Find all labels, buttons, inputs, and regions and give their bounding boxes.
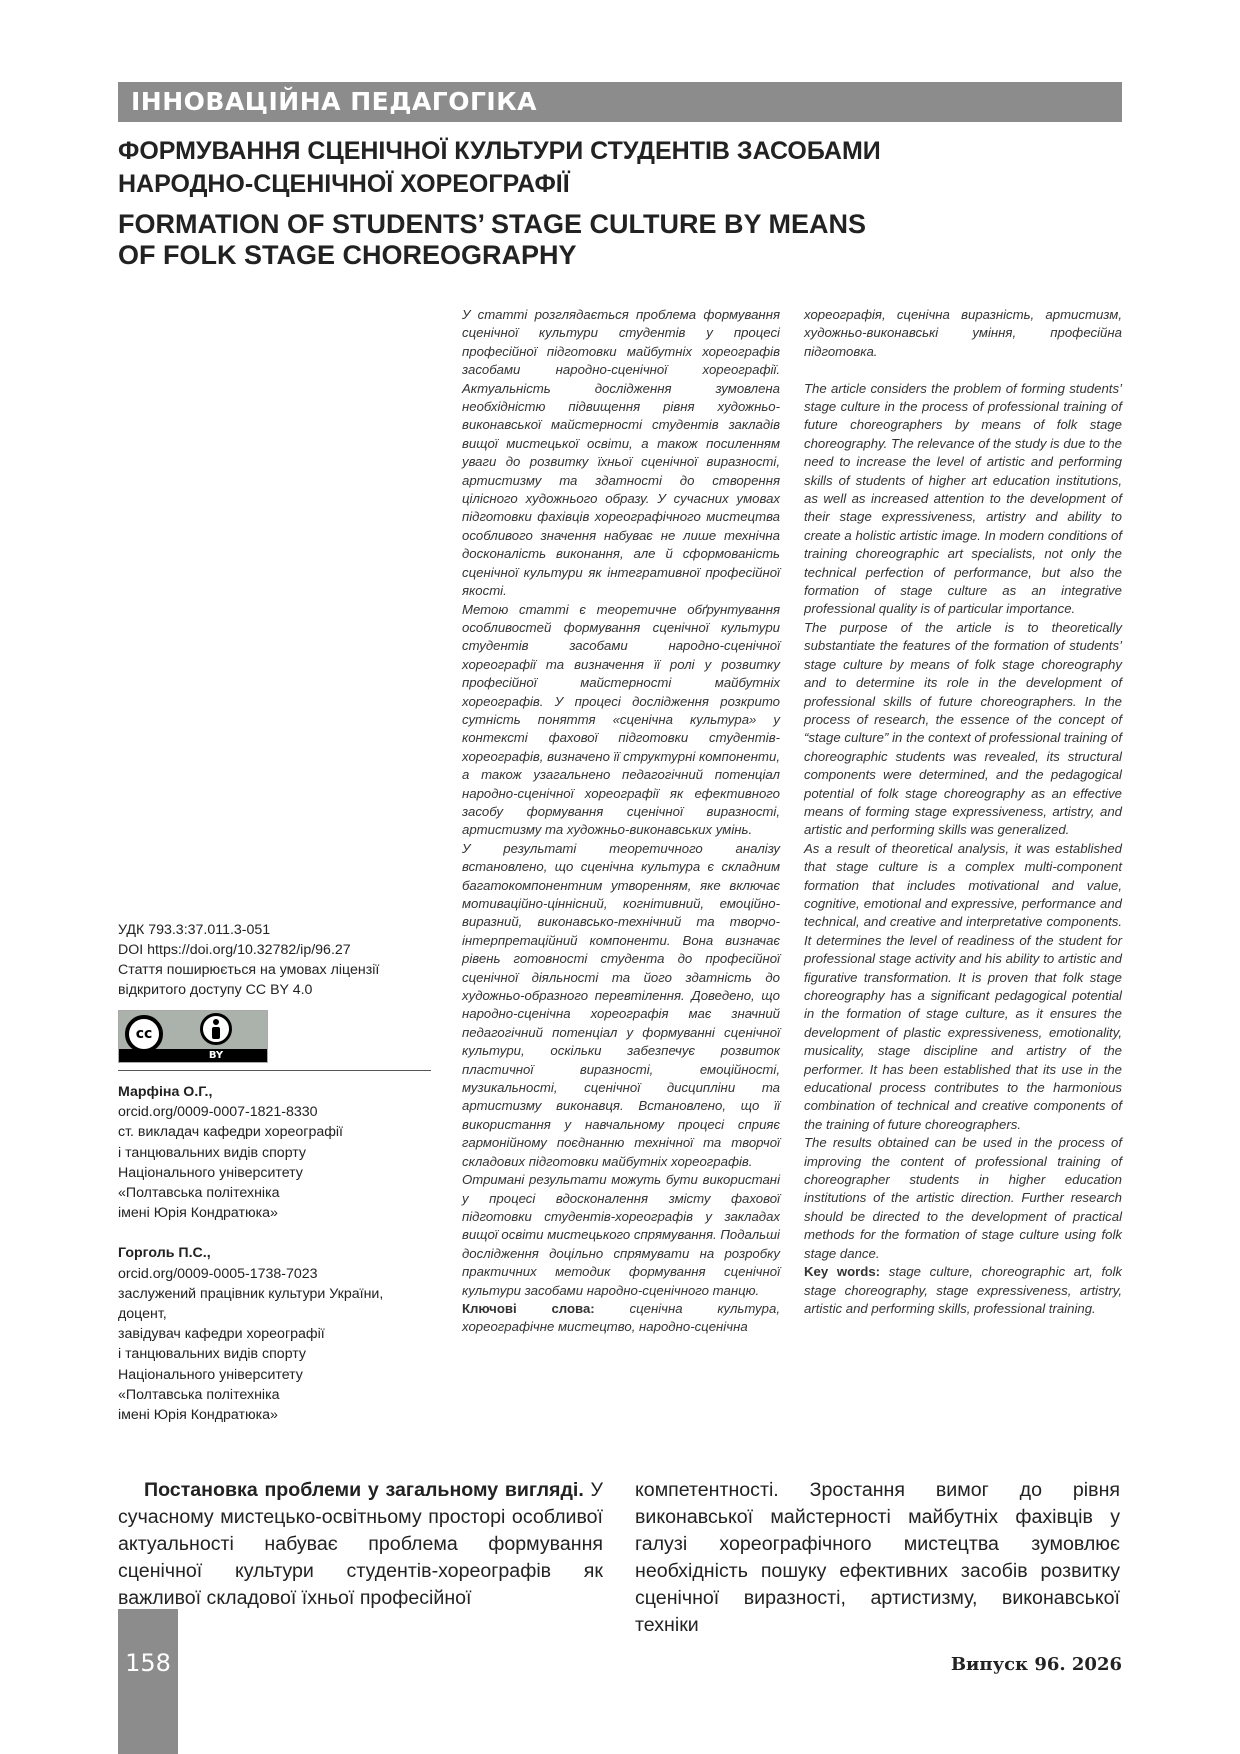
- author-orcid[interactable]: orcid.org/0009-0005-1738-7023: [118, 1265, 318, 1282]
- abstract-en-keywords: [804, 1263, 1122, 1318]
- abstract-ua-paragraph: У результаті теоретичного аналізу встановлено, що сценічна культура є складним багатокомпонентним утворенням, яке включає мотиваційно-ціннісний, когнітивний, емоційно-виразний, виконавсько-технічний та творчо-інтерпретаційний компоненти. Вона визначає рівень готовності студента до професійної сценічної діяльності та його здатність до художньо-образного перевтілення. Доведено, що народно-сценічна хореографія має значний педагогічний потенціал у формуванні сценічної культури, оскільки забезпечує розвиток пластичної виразності, емоційності, музикальності, сценічної дисципліни та артистизму виконавця. Встановлено, що її використання у навчальному процесі сприяє гармонійному поєднанню технічної та творчої складових підготовки майбутніх хореографів.: [462, 840, 780, 1169]
- article-metadata: [118, 920, 433, 1000]
- author-affiliation: імені Юрія Кондратюка»: [118, 1407, 278, 1424]
- section-header: ІННОВАЦІЙНА ПЕДАГОГІКА: [118, 82, 1122, 122]
- author-orcid[interactable]: orcid.org/0009-0007-1821-8330: [118, 1104, 318, 1121]
- abstract-en-paragraph: The article considers the problem of forming students’ stage culture in the process of professional training of future choreographers by means of folk stage choreography. The relevance of the study is due to the need to increase the level of artistic and performing skills of students of higher art education institutions, as well as increased attention to the development of their stage expressiveness, artistry and ability to create a holistic artistic image. In modern conditions of training choreographic art specialists, not only the technical perfection of performance, but also the formation of stage culture as an integrative professional quality is of particular importance.: [804, 380, 1122, 617]
- author-affiliation: заслужений працівник культури України,: [118, 1285, 384, 1302]
- body-paragraph: компетентності. Зростання вимог до рівня виконавської майстерності майбутніх фахівців у галузі хореографічного мистецтва зумовлює необхідність пошуку ефективних засобів розвитку сценічної виразності, артистизму, виконавської техніки: [635, 1479, 1120, 1636]
- cc-by-badge[interactable]: [118, 1010, 268, 1063]
- author-affiliation: «Полтавська політехніка: [118, 1386, 280, 1403]
- author-affiliation: і танцювальних видів спорту: [118, 1144, 307, 1161]
- author-affiliation: доцент,: [118, 1306, 167, 1323]
- divider: [118, 1070, 431, 1071]
- abstract-ua-paragraph: Отримані результати можуть бути використані у процесі вдосконалення змісту фахової підготовки студентів-хореографів у закладах вищої освіти мистецького спрямування. Подальші дослідження доцільно спрямувати на розробку практичних методик формування сценічної культури засобами народно-сценічного танцю.: [462, 1172, 780, 1298]
- abstract-ua-paragraph: Метою статті є теоретичне обґрунтування особливостей формування сценічної культури студентів засобами народно-сценічної хореографії та визначення її ролі у розвитку професійної майстерності майбутніх хореографів. У процесі дослідження розкрито сутність поняття «сценічна культура» у контексті фахової підготовки студентів-хореографів, визначено її структурні компоненти, а також узагальнено педагогічний потенціал народно-сценічної хореографії як ефективного засобу формування сценічної виразності, артистизму та художньо-виконавських умінь.: [462, 601, 780, 838]
- title-en-line-2: OF FOLK STAGE CHOREOGRAPHY: [118, 240, 577, 270]
- body-paragraph: [118, 1477, 603, 1612]
- abstract-en-paragraph: As a result of theoretical analysis, it was established that stage culture is a complex multi-component formation that includes motivational and value, cognitive, emotional and expressive, performance and technical, and creative and interpretative components. It determines the level of readiness of the student for professional stage activity and his ability to artistic and figurative transformation. It is proven that folk stage choreography has a significant pedagogical potential in the formation of stage culture, as it ensures the development of plastic expressiveness, emotionality, musicality, stage discipline and artistry of the performer. It has been established that its use in the educational process contributes to the harmonious combination of technical and creative components of the training of future choreographers.: [804, 840, 1122, 1132]
- title-ua-line-2: НАРОДНО-СЦЕНІЧНОЇ ХОРЕОГРАФІЇ: [118, 170, 570, 198]
- author-affiliation: ст. викладач кафедри хореографії: [118, 1124, 344, 1141]
- title-ua-line-1: ФОРМУВАННЯ СЦЕНІЧНОЇ КУЛЬТУРИ СТУДЕНТІВ ЗАСОБАМИ: [118, 137, 881, 165]
- body-text-left-column: [118, 1477, 603, 1612]
- body-text-right-column: [635, 1477, 1120, 1639]
- author-affiliation: Національного університету: [118, 1366, 303, 1383]
- attribution-person-icon: [200, 1013, 232, 1045]
- page-number: 158: [125, 1649, 171, 1677]
- author-affiliation: імені Юрія Кондратюка»: [118, 1205, 278, 1222]
- abstract-ua-paragraph: У статті розглядається проблема формування сценічної культури студентів у процесі професійної підготовки майбутніх хореографів засобами народно-сценічної хореографії. Актуальність дослідження зумовлена необхідністю підвищення рівня художньо-виконавської майстерності студентів закладів вищої мистецької освіти, а також посиленням уваги до розвитку їхньої сценічної виразності, артистизму та здатності до створення цілісного художнього образу. У сучасних умовах підготовки фахівців хореографічного мистецтва особливого значення набуває не лише технічна досконалість виконання, але й сформованість сценічної культури як інтегративної професійної якості.: [462, 307, 780, 599]
- author-affiliation: завідувач кафедри хореографії: [118, 1326, 325, 1343]
- author-name: Марфіна О.Г.,: [118, 1084, 213, 1100]
- doi-link[interactable]: DOI https://doi.org/10.32782/ip/96.27: [118, 942, 351, 958]
- issue-label: Випуск 96. 2026: [950, 1654, 1122, 1675]
- title-en-line-1: FORMATION OF STUDENTS’ STAGE CULTURE BY MEANS: [118, 209, 867, 239]
- body-text: У сучасному мистецько-освітньому просторі особливої актуальності набуває проблема формування сценічної культури студентів-хореографів як важливої складової їхньої професійної: [118, 1479, 603, 1609]
- keywords-label-en: Key words:: [804, 1264, 881, 1280]
- abstract-english: [804, 306, 1122, 1318]
- udc-code: УДК 793.3:37.011.3-051: [118, 922, 271, 938]
- abstract-ua-keywords: [462, 1300, 780, 1337]
- keywords-label-ua: Ключові слова:: [462, 1300, 595, 1316]
- cc-icon: cc: [125, 1015, 163, 1053]
- by-label: BY: [208, 1050, 224, 1061]
- license-text: Стаття поширюється на умовах ліцензії: [118, 962, 380, 978]
- authors-block: [118, 1082, 438, 1425]
- author-affiliation: «Полтавська політехніка: [118, 1185, 280, 1202]
- abstract-ukrainian: [462, 306, 780, 1337]
- keywords-text-en: stage culture, choreographic art, folk stage choreography, stage expressiveness, artistry, artistic and performing skills, professional training.: [804, 1264, 1122, 1316]
- author-affiliation: Національного університету: [118, 1164, 303, 1181]
- abstract-en-paragraph: The results obtained can be used in the process of improving the content of professional training of choreographer students in higher education institutions of the artistic direction. Further research should be directed to the development of practical methods for the formation of stage culture using folk stage dance.: [804, 1135, 1122, 1261]
- problem-statement-heading: Постановка проблеми у загальному вигляді.: [144, 1479, 584, 1501]
- abstract-en-paragraph: The purpose of the article is to theoretically substantiate the features of the formation of students’ stage culture by means of folk stage choreography and to determine its role in the development of professional skills of future choreographers. In the process of research, the essence of the concept of “stage culture” in the context of professional training of choreographic students was revealed, its structural components were determined, and the pedagogical potential of folk stage choreography as an effective means of forming stage expressiveness, artistry, and artistic and performing skills was generalized.: [804, 619, 1122, 838]
- author-name: Горголь П.С.,: [118, 1245, 211, 1262]
- page-number-tab: [118, 1609, 178, 1754]
- license-text: відкритого доступу CC BY 4.0: [118, 982, 313, 998]
- keywords-text-ua: сценічна культура, хореографічне мистецтво, народно-сценічна: [462, 1300, 780, 1335]
- article-title-en: [118, 209, 1118, 271]
- author-affiliation: і танцювальних видів спорту: [118, 1346, 307, 1363]
- article-title-ua: [118, 135, 1118, 201]
- keywords-continuation-ua: хореографія, сценічна виразність, артистизм, художньо-виконавські уміння, професійна підготовка.: [804, 307, 1122, 359]
